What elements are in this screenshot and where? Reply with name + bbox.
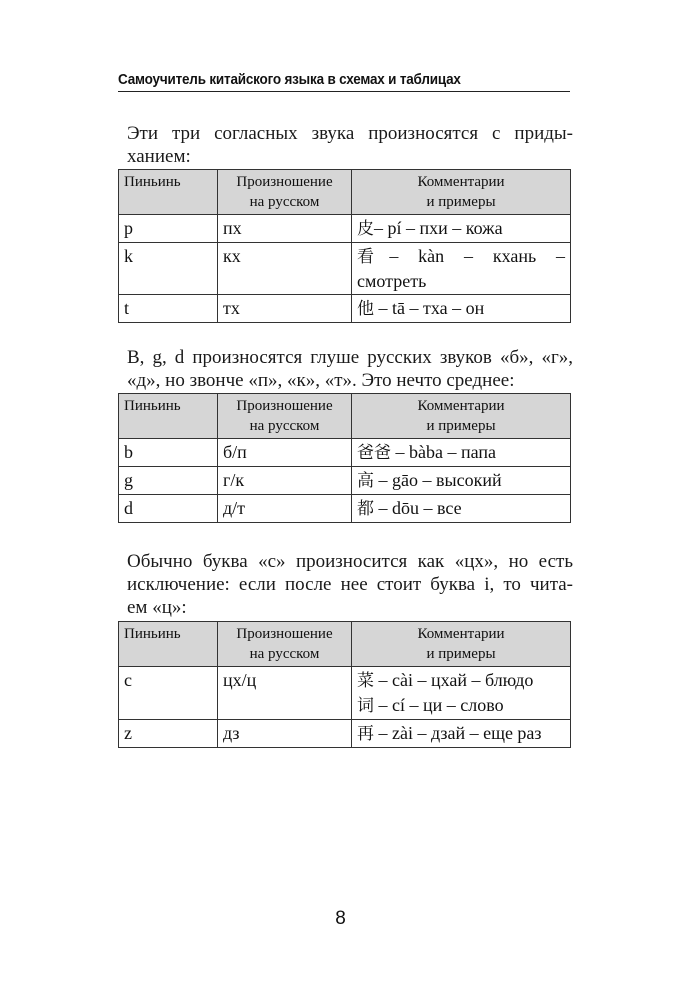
pronunciation-cell: тх	[218, 295, 352, 323]
intro-paragraph-3	[127, 550, 573, 619]
col-pronunciation-header: Произношение на русском	[218, 622, 352, 667]
pronunciation-cell: цх/ц	[218, 667, 352, 720]
intro-line: ем «ц»:	[127, 597, 187, 618]
table-row	[119, 295, 571, 323]
example-cell: 菜 – cài – цхай – блюдо 词 – cí – ци – слово	[352, 667, 571, 720]
intro-line: Обычно буква «с» произносится как «цх», но есть	[127, 551, 573, 572]
table-row	[119, 243, 571, 295]
hanzi: 高	[357, 471, 374, 491]
hanzi: 他	[357, 299, 374, 319]
col-pinyin-header: Пиньинь	[119, 170, 218, 215]
table-row	[119, 439, 571, 467]
table-row	[119, 467, 571, 495]
col-pinyin-header: Пиньинь	[119, 622, 218, 667]
intro-line: «д», но звонче «п», «к», «т». Это нечто среднее:	[127, 370, 515, 391]
intro-line: Эти три согласных звука произносятся с приды-	[127, 123, 573, 144]
table-row	[119, 720, 571, 748]
example-cell: 看– kàn – кхань – смотреть	[352, 243, 571, 295]
example-cell: 再 – zài – дзай – еще раз	[352, 720, 571, 748]
table-row	[119, 215, 571, 243]
pronunciation-cell: б/п	[218, 439, 352, 467]
pronunciation-cell: д/т	[218, 495, 352, 523]
hanzi: 爸爸	[357, 443, 391, 463]
pronunciation-cell: г/к	[218, 467, 352, 495]
pinyin-cell: t	[119, 295, 218, 323]
table-row	[119, 495, 571, 523]
hanzi: 都	[357, 499, 374, 519]
pinyin-cell: g	[119, 467, 218, 495]
table-header-row	[119, 394, 571, 439]
col-pronunciation-header: Произношение на русском	[218, 394, 352, 439]
example-cell: 他 – tā – тха – он	[352, 295, 571, 323]
intro-line: B, g, d произносятся глуше русских звуков «б», «г»,	[127, 347, 573, 368]
consonants-table-1	[118, 169, 571, 323]
pinyin-cell: d	[119, 495, 218, 523]
table-row	[119, 667, 571, 720]
example-cell: 皮– pí – пхи – кожа	[352, 215, 571, 243]
pinyin-cell: b	[119, 439, 218, 467]
example-cell: 高 – gāo – высокий	[352, 467, 571, 495]
col-comments-header: Комментарии и примеры	[352, 622, 571, 667]
col-pinyin-header: Пиньинь	[119, 394, 218, 439]
page-number: 8	[335, 908, 346, 929]
intro-paragraph-1	[127, 122, 573, 168]
col-comments-header: Комментарии и примеры	[352, 394, 571, 439]
pinyin-cell: k	[119, 243, 218, 295]
example-cell: 爸爸 – bàba – папа	[352, 439, 571, 467]
header-rule	[118, 91, 570, 92]
intro-line: ханием:	[127, 146, 191, 167]
hanzi: 词	[357, 696, 374, 716]
example-cell: 都 – dōu – все	[352, 495, 571, 523]
intro-paragraph-2	[127, 346, 573, 392]
pronunciation-cell: кх	[218, 243, 352, 295]
hanzi: 皮	[357, 219, 374, 239]
pinyin-cell: p	[119, 215, 218, 243]
consonants-table-2	[118, 393, 571, 523]
hanzi: 看	[357, 247, 390, 267]
running-header: Самоучитель китайского языка в схемах и таблицах	[118, 72, 461, 88]
col-pronunciation-header: Произношение на русском	[218, 170, 352, 215]
hanzi: 菜	[357, 671, 374, 691]
pinyin-cell: c	[119, 667, 218, 720]
pronunciation-cell: пх	[218, 215, 352, 243]
intro-line: исключение: если после нее стоит буква i, то чита-	[127, 574, 573, 595]
pronunciation-cell: дз	[218, 720, 352, 748]
hanzi: 再	[357, 724, 374, 744]
table-header-row	[119, 170, 571, 215]
pinyin-cell: z	[119, 720, 218, 748]
col-comments-header: Комментарии и примеры	[352, 170, 571, 215]
consonants-table-3	[118, 621, 571, 748]
table-header-row	[119, 622, 571, 667]
